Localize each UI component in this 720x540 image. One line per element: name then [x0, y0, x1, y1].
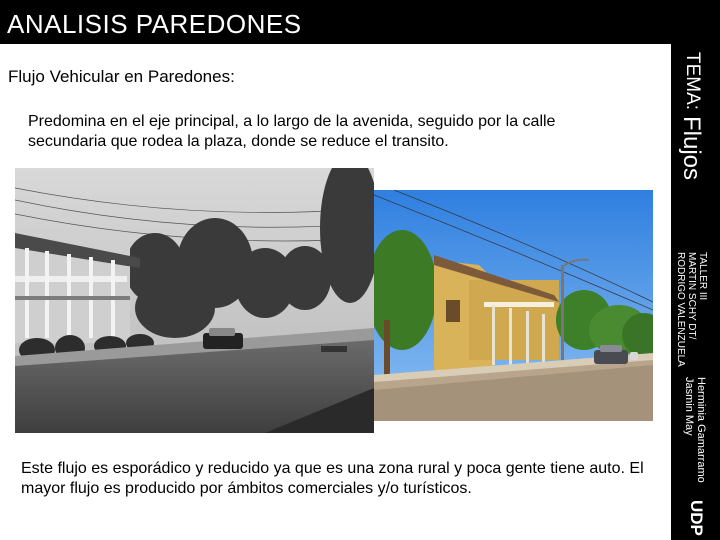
- street-photo-color: [374, 190, 653, 421]
- tema-label: TEMA:: [682, 52, 703, 111]
- authors-text: Herminia Gamarramo Jasmin May: [683, 377, 707, 483]
- udp-logo: UDP: [687, 500, 706, 536]
- header-bar: [0, 0, 720, 44]
- section-title: Flujo Vehicular en Paredones:: [8, 67, 235, 86]
- street-photo-bw: [15, 168, 374, 433]
- tema-value: Flujos: [678, 116, 705, 181]
- paragraph-flow-description: Este flujo es esporádico y reducido ya que es una zona rural y poca gente tiene auto. El mayor flujo es producido por ámbitos comerciales y/o turísticos.: [21, 460, 644, 497]
- paragraph-main-flow: Predomina en el eje principal, a lo largo de la avenida, seguido por la calle secundaria que rodea la plaza, donde se reduce el transito.: [28, 113, 556, 150]
- credits-text: TALLER III MARTIN SCHY DT/ RODRIGO VALENZUELA: [675, 252, 708, 367]
- page-title: ANALISIS PAREDONES: [7, 9, 302, 39]
